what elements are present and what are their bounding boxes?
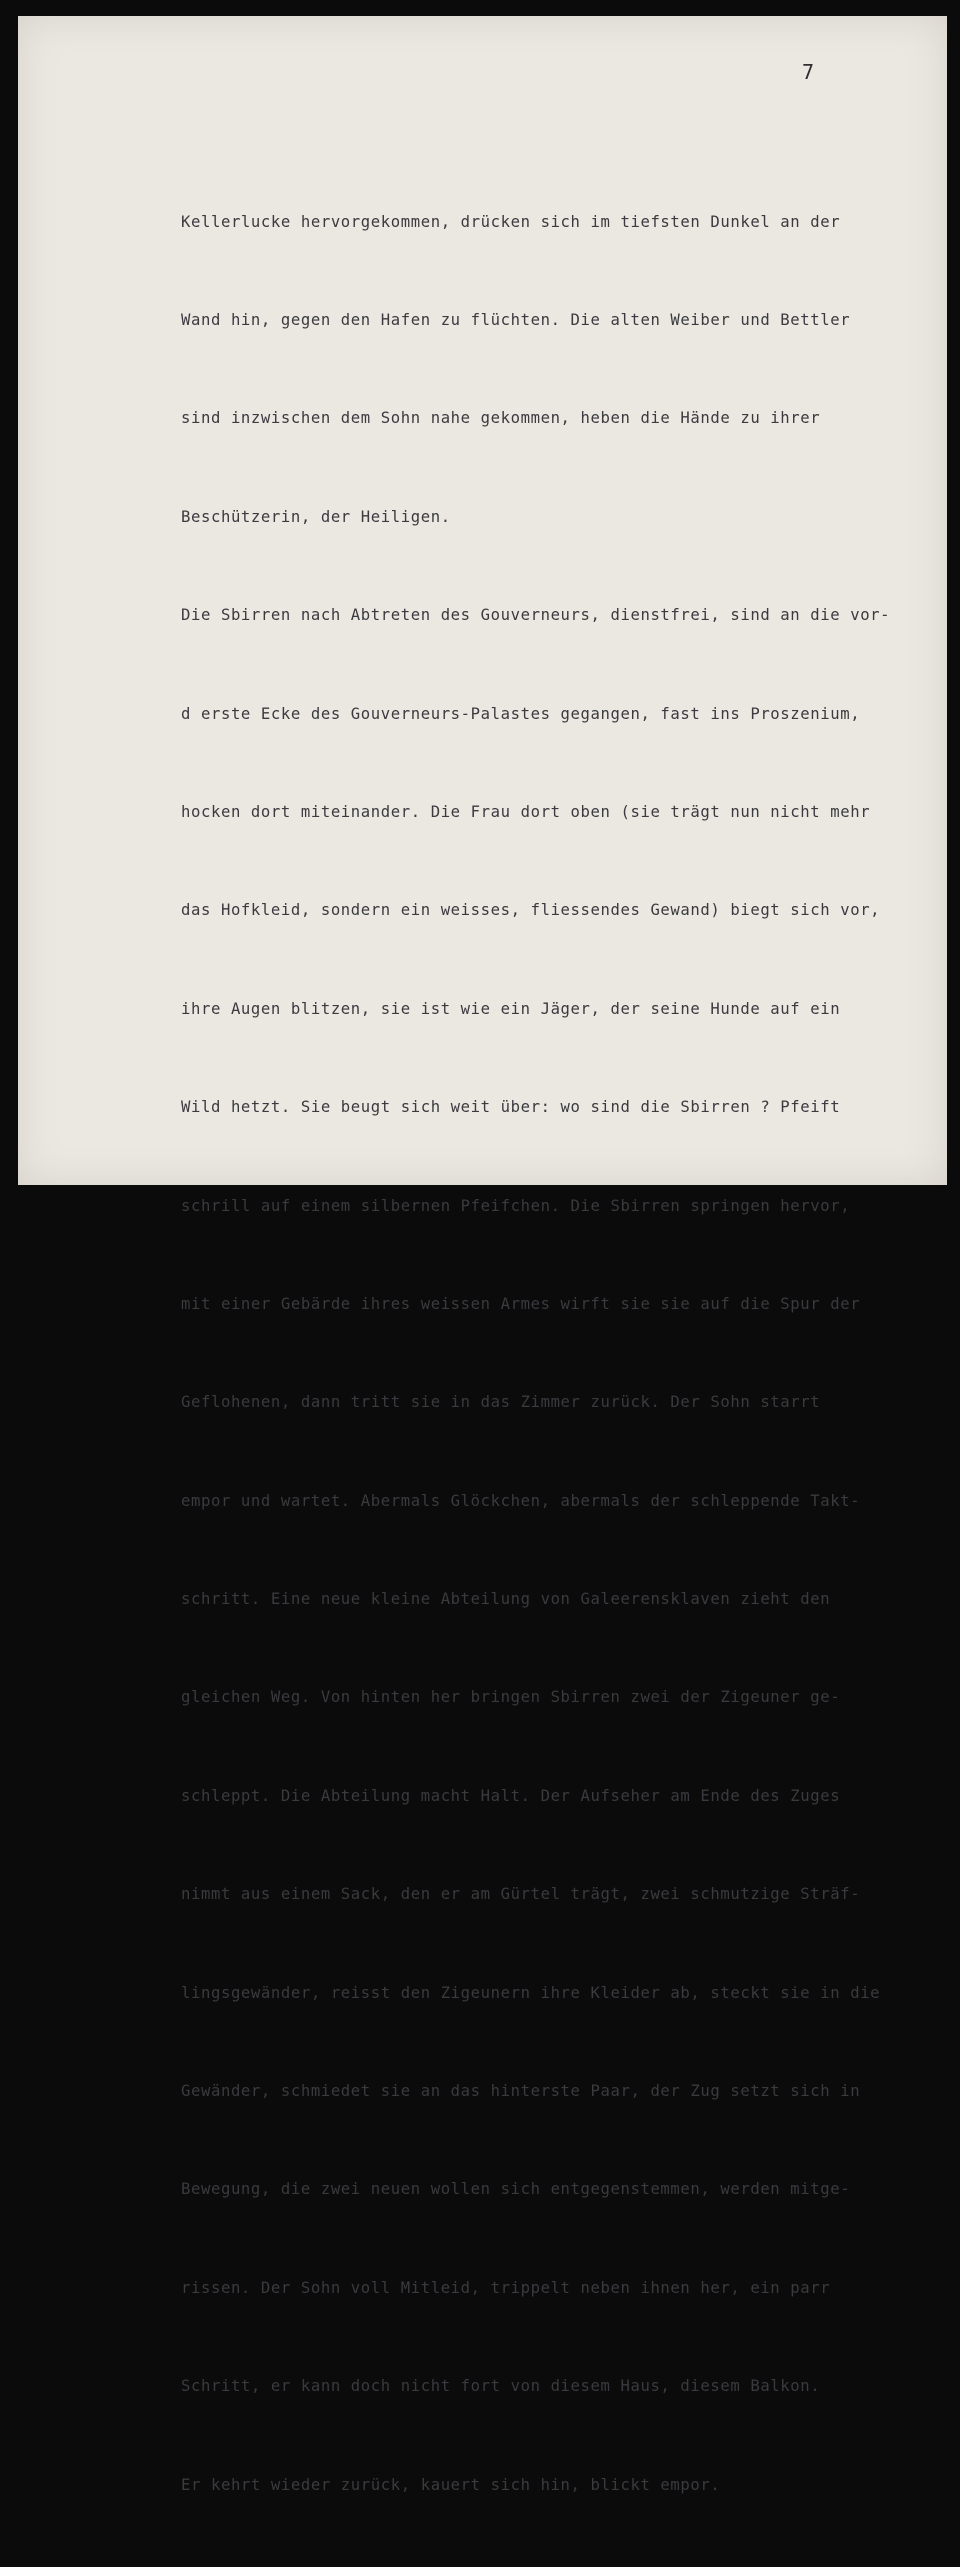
text-line: gleichen Weg. Von hinten her bringen Sbirren zwei der Zigeuner ge-	[181, 1688, 841, 1707]
page-number: 7	[802, 60, 815, 84]
text-line: Er kehrt wieder zurück, kauert sich hin, blickt empor.	[181, 2475, 721, 2494]
text-line: ihre Augen blitzen, sie ist wie ein Jäger, der seine Hunde auf ein	[181, 999, 841, 1018]
text-line: Schritt, er kann doch nicht fort von diesem Haus, diesem Balkon.	[181, 2377, 821, 2396]
text-line: das Hofkleid, sondern ein weisses, fliessendes Gewand) biegt sich vor,	[181, 901, 881, 920]
text-line: empor und wartet. Abermals Glöckchen, abermals der schleppende Takt-	[181, 1491, 861, 1510]
text-line: d erste Ecke des Gouverneurs-Palastes gegangen, fast ins Proszenium,	[181, 704, 861, 723]
typewritten-page	[18, 16, 947, 2494]
text-line: schritt. Eine neue kleine Abteilung von Galeerensklaven zieht den	[181, 1590, 831, 1609]
text-line: sind inzwischen dem Sohn nahe gekommen, heben die Hände zu ihrer	[181, 409, 821, 428]
text-line: Kellerlucke hervorgekommen, drücken sich im tiefsten Dunkel an der	[181, 212, 841, 231]
text-line: Wild hetzt. Sie beugt sich weit über: wo sind die Sbirren ? Pfeift	[181, 1098, 841, 1117]
text-line: mit einer Gebärde ihres weissen Armes wirft sie sie auf die Spur der	[181, 1294, 861, 1313]
text-line: Gewänder, schmiedet sie an das hinterste Paar, der Zug setzt sich in	[181, 2082, 861, 2101]
text-line: Geflohenen, dann tritt sie in das Zimmer zurück. Der Sohn starrt	[181, 1393, 821, 1412]
text-line: Beschützerin, der Heiligen.	[181, 507, 451, 526]
text-line: rissen. Der Sohn voll Mitleid, trippelt neben ihnen her, ein parr	[181, 2278, 831, 2297]
text-line: lingsgewänder, reisst den Zigeunern ihre Kleider ab, steckt sie in die	[181, 1983, 881, 2002]
text-line: Bewegung, die zwei neuen wollen sich entgegenstemmen, werden mitge-	[181, 2180, 851, 2199]
text-line: hocken dort miteinander. Die Frau dort oben (sie trägt nun nicht mehr	[181, 802, 871, 821]
text-line: Wand hin, gegen den Hafen zu flüchten. Die alten Weiber und Bettler	[181, 310, 851, 329]
body-text	[181, 140, 921, 2567]
text-line: Die Sbirren nach Abtreten des Gouverneurs, dienstfrei, sind an die vor-	[181, 606, 891, 625]
text-line: schrill auf einem silbernen Pfeifchen. Die Sbirren springen hervor,	[181, 1196, 851, 1215]
text-line: schleppt. Die Abteilung macht Halt. Der Aufseher am Ende des Zuges	[181, 1786, 841, 1805]
text-line: nimmt aus einem Sack, den er am Gürtel trägt, zwei schmutzige Sträf-	[181, 1885, 861, 1904]
